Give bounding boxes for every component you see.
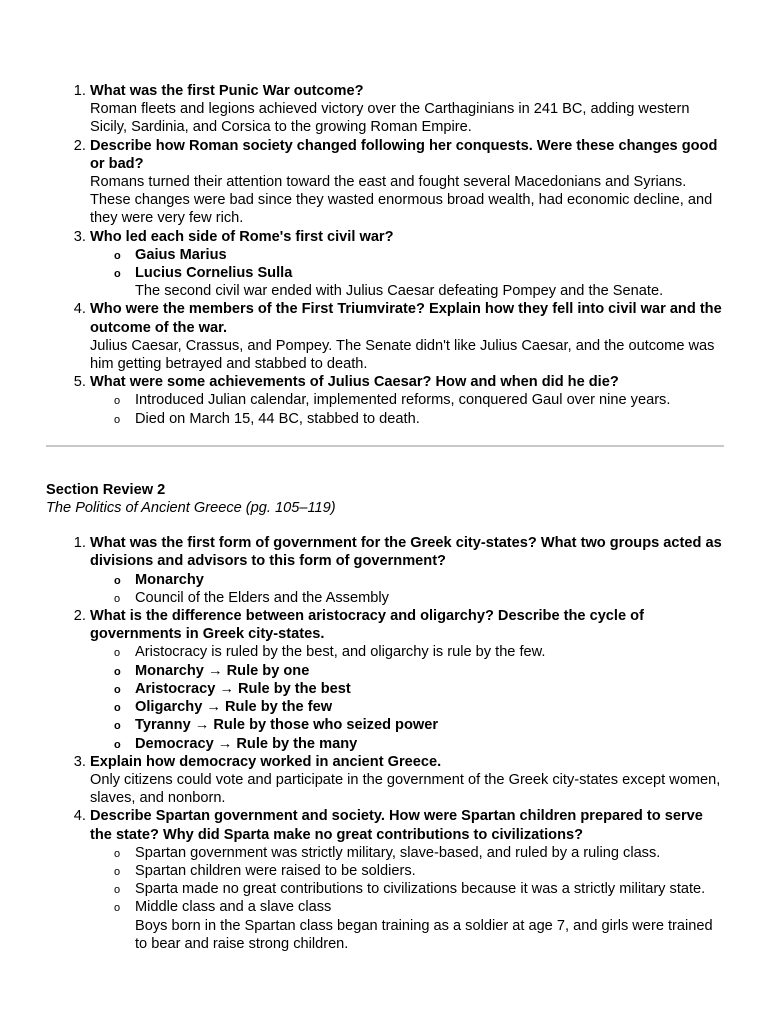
bullet-item: o Monarchy [135, 571, 724, 589]
bullet-item: o Monarchy → Rule by one [135, 662, 724, 680]
bullet-list [90, 571, 724, 607]
answer-text: Roman fleets and legions achieved victory over the Carthaginians in 241 BC, adding western Sicily, Sardinia, and Corsica to the growing Roman Empire. [90, 101, 690, 136]
bullet-item: o Lucius Cornelius Sulla [135, 264, 724, 282]
question-item [90, 534, 724, 607]
question-text: 4. Describe Spartan government and society. How were Spartan children prepared to serve the state? Why did Sparta make no great contributions to civilizations? [90, 808, 703, 843]
question-item [90, 753, 724, 808]
question-item [90, 607, 724, 753]
question-item [90, 373, 724, 428]
question-text: 3. Who led each side of Rome's first civil war? [90, 228, 394, 245]
bullet-list [90, 391, 724, 427]
bullet-list [90, 643, 724, 752]
bullet-item: o Oligarchy → Rule by the few [135, 698, 724, 716]
bullet-list [90, 844, 724, 953]
bullet-text: Middle class and a slave class [135, 899, 332, 916]
answer-text: Only citizens could vote and participate in the government of the Greek city-states except women, slaves, and nonborn. [90, 771, 721, 807]
question-text: 1. What was the first form of government for the Greek city-states? What two groups acted as divisions and advisors to this form of government? [90, 535, 722, 570]
bullet-item: o Gaius Marius [135, 246, 724, 264]
bullet-item: o Spartan children were raised to be soldiers. [135, 862, 724, 880]
question-text: 5. What were some achievements of Julius Caesar? How and when did he die? [90, 374, 619, 391]
bullet-item: o Council of the Elders and the Assembly [135, 589, 724, 607]
question-item [90, 82, 724, 137]
question-item [90, 807, 724, 953]
bullet-item: o Sparta made no great contributions to civilizations because it was a strictly military state. [135, 880, 724, 898]
question-item [90, 228, 724, 301]
question-text: 1. What was the first Punic War outcome? [90, 83, 364, 99]
bullet-item: o Aristocracy → Rule by the best [135, 680, 724, 698]
bullet-item: o Died on March 15, 44 BC, stabbed to death. [135, 410, 724, 428]
bullet-item: o Democracy → Rule by the many [135, 735, 724, 753]
question-text: 2. Describe how Roman society changed following her conquests. Were these changes good or bad? [90, 137, 718, 172]
section2-question-list [46, 534, 724, 953]
section1-question-list [46, 82, 724, 428]
bullet-item: o Introduced Julian calendar, implemented reforms, conquered Gaul over nine years. [135, 391, 724, 409]
bullet-item: o Aristocracy is ruled by the best, and oligarchy is rule by the few. [135, 643, 724, 661]
section-divider [46, 445, 724, 447]
question-text: 2. What is the difference between aristocracy and oligarchy? Describe the cycle of governments in Greek city-states. [90, 608, 644, 643]
bullet-item: o Tyranny → Rule by those who seized power [135, 716, 724, 734]
question-item [90, 137, 724, 228]
bullet-list [90, 246, 724, 282]
answer-text: Julius Caesar, Crassus, and Pompey. The Senate didn't like Julius Caesar, and the outcome was him getting betrayed and stabbed to death. [90, 337, 715, 373]
bullet-item [135, 898, 724, 953]
answer-text: Romans turned their attention toward the east and fought several Macedonians and Syrians. These changes were bad since they wasted enormous broad wealth, had economic decline, and they were very few rich. [90, 174, 713, 227]
answer-text: The second civil war ended with Julius Caesar defeating Pompey and the Senate. [135, 283, 664, 300]
bullet-item: o Spartan government was strictly military, slave-based, and ruled by a ruling class. [135, 844, 724, 862]
section-title: Section Review 2 [46, 481, 166, 498]
section-subtitle: The Politics of Ancient Greece (pg. 105–119) [46, 500, 336, 517]
question-item [90, 300, 724, 373]
bullet-continuation: Boys born in the Spartan class began training as a soldier at age 7, and girls were trained to bear and raise strong children. [135, 917, 713, 952]
question-text: 4. Who were the members of the First Triumvirate? Explain how they fell into civil war and the outcome of the war. [90, 301, 722, 336]
question-text: 3. Explain how democracy worked in ancient Greece. [90, 753, 442, 770]
